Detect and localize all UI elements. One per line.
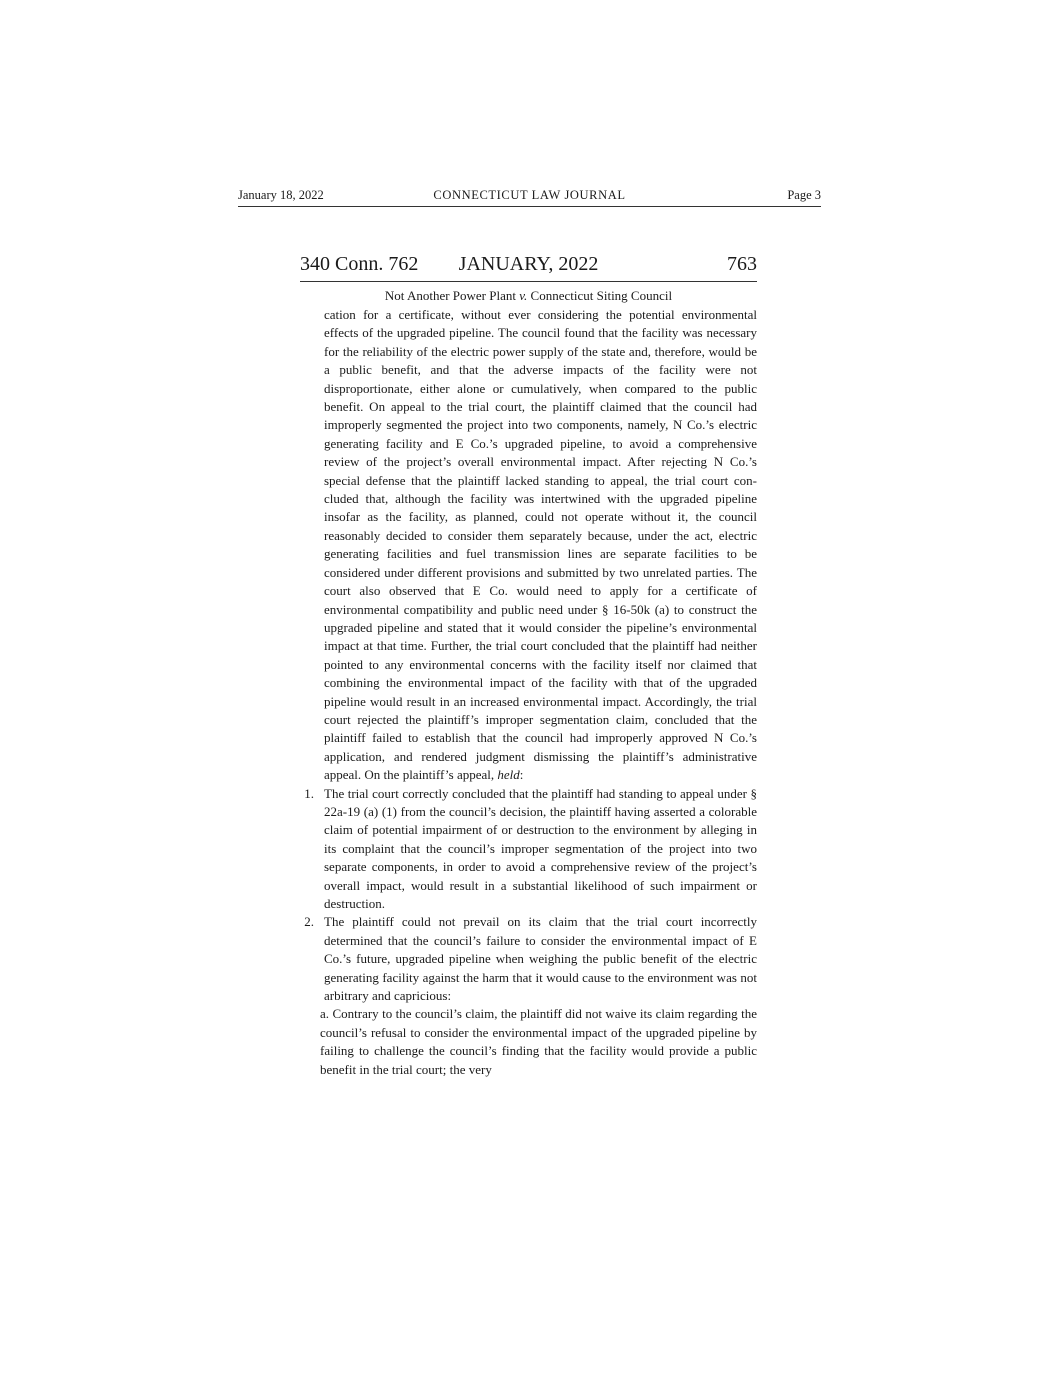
holding-item-2a: a. Contrary to the council’s claim, the plaintiff did not waive its claim regarding the council’s refusal to consider the environmental impact of the upgraded pipeline by failing to challenge the council’s finding that the facility would provide a public benefit in the trial court; the very [320, 1006, 757, 1077]
journal-header [238, 186, 821, 207]
caption-defendant: Connecticut Siting Council [530, 288, 673, 303]
journal-date: January 18, 2022 [238, 188, 324, 202]
holding-text-2: The plaintiff could not prevail on its claim that the trial court incorrectly determined that the council’s failure to consider the environmental impact of E Co.’s future, upgraded pipeline when weighing the public benefit of the electric generating facility against the harm that it would cause to the environment was not arbitrary and capricious: [324, 914, 757, 1004]
syllabus-body [300, 306, 757, 1079]
holding-text-1: The trial court correctly concluded that the plaintiff had standing to appeal under § 22a-19 (a) (1) from the council’s decision, the plaintiff having asserted a colorable claim of potential impairment of or destruction to the environment by alleging in its complaint that the council’s improper segmentation of the project into two separate components, in order to avoid a comprehensive review of the project’s overall impact, would result in a substantial likelihood of such impairment or destruction. [324, 785, 757, 911]
journal-title: CONNECTICUT LAW JOURNAL [433, 188, 626, 202]
reporter-date: JANUARY, 2022 [458, 253, 599, 275]
reporter-page-number: 763 [727, 253, 757, 275]
held-word: held [497, 767, 520, 783]
syllabus-intro-paragraph [300, 306, 757, 785]
reporter-page-header [300, 253, 757, 282]
reporter-citation: 340 Conn. 762 [300, 253, 419, 275]
held-colon: : [519, 767, 524, 783]
journal-page-number: Page 3 [787, 188, 821, 202]
caption-versus: v. [519, 288, 528, 303]
holding-number-1: 1. [304, 785, 314, 801]
holding-number-2: 2. [304, 914, 314, 930]
holding-item-2 [300, 913, 757, 1005]
caption-plaintiff: Not Another Power Plant [384, 288, 516, 303]
intro-text: cation for a certificate, without ever considering the potential environmental effects of the upgraded pipeline. The council found that the facility was necessary for the reliability of the electric power supply of the state and, therefore, would be a public benefit, and that the adverse impacts of the facility were not disproportionate, either alone or cumulatively, when compared to the public benefit. On appeal to the trial court, the plaintiff claimed that the council had improperly segmented the project into two components, namely, N Co.’s electric generating facility and E Co.’s upgraded pipeline, to avoid a comprehensive review of the project’s overall environmental impact. After rejecting N Co.’s special defense that the plaintiff lacked standing to appeal, the trial court concluded that, although the facility was intertwined with the upgraded pipeline insofar as the facility, as planned, could not operate without it, the council reasonably decided to consider them separately because, under the act, electric generating facilities and fuel transmission lines are separate facilities to be considered under different provisions and submitted by two unrelated parties. The court also observed that E Co. would need to apply for a certificate of environmental compatibility and public need under § 16-50k (a) to construct the upgraded pipeline and stated that it would consider the pipeline’s environmental impact at that time. Further, the trial court concluded that the plaintiff had neither pointed to any environmental concerns with the facility itself nor claimed that combining the environmental impact of the facility with that of the upgraded pipeline would result in an increased environmental impact. Accordingly, the trial court rejected the plaintiff’s improper segmentation claim, concluded that the plaintiff failed to establish that the council had improperly approved N Co.’s application, and rendered judgment dismissing the plaintiff’s administrative appeal. On the plaintiff’s appeal, [324, 307, 757, 783]
holding-item-1 [300, 785, 757, 914]
case-caption [300, 288, 757, 304]
